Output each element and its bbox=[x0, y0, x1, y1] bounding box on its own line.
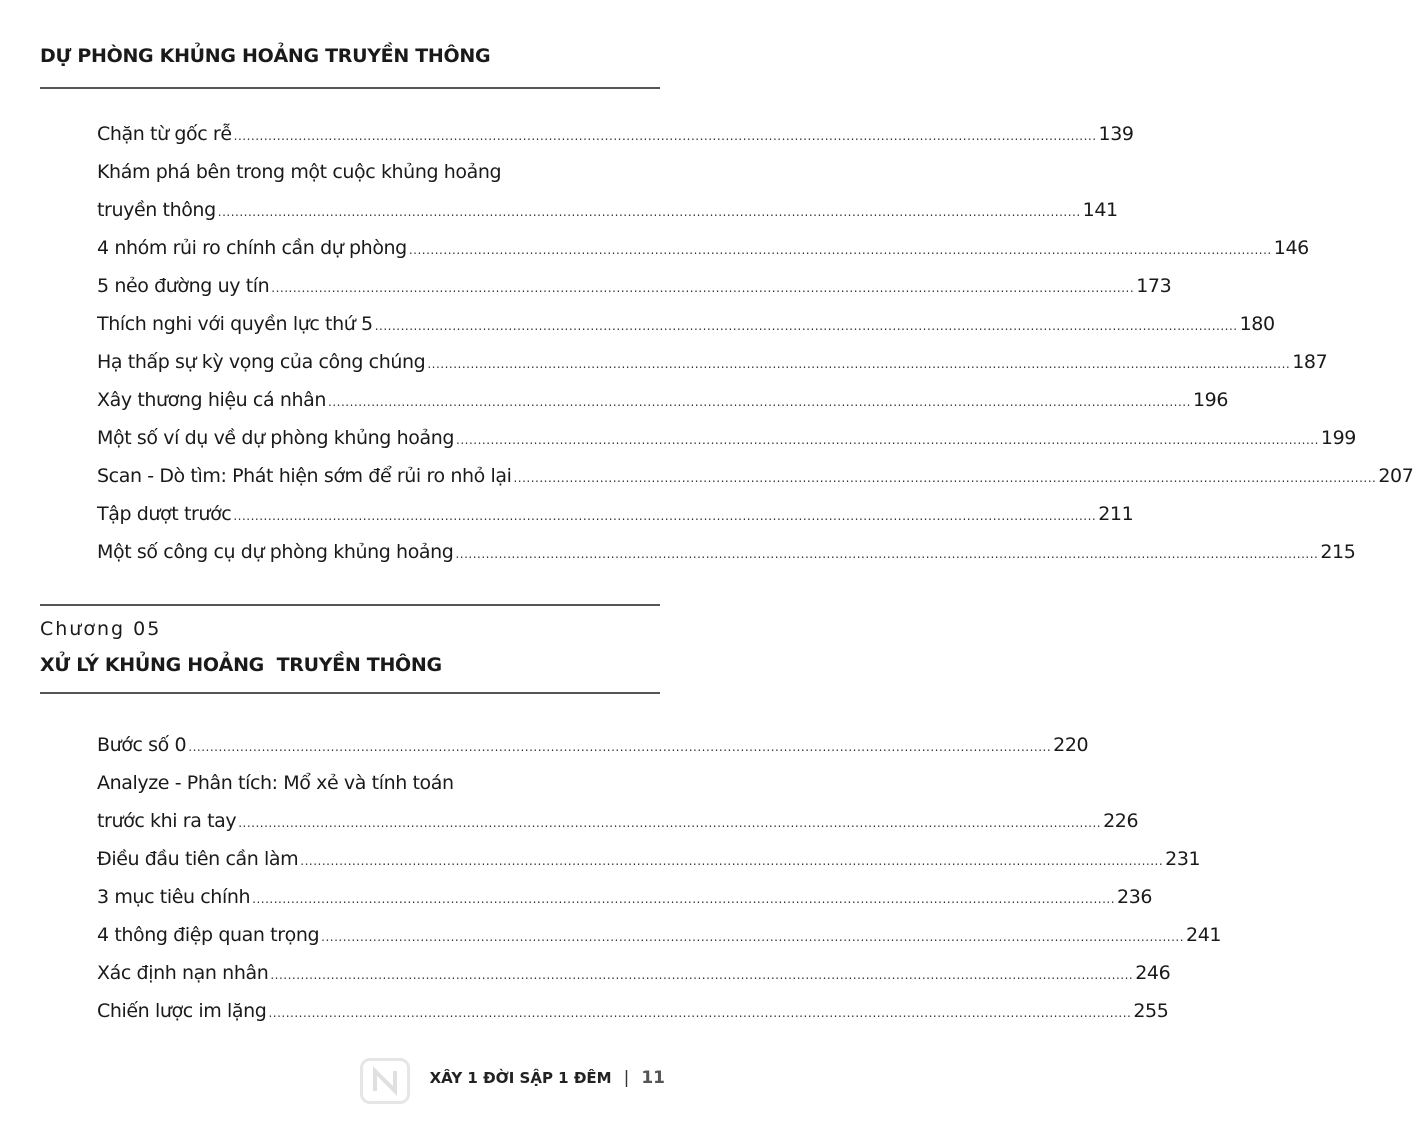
footer-separator: | bbox=[623, 1068, 630, 1088]
dot-leader: ........................................................................................................................................................................................................ bbox=[456, 433, 1319, 447]
toc-entry[interactable] bbox=[97, 796, 1139, 834]
toc-entry[interactable] bbox=[97, 451, 1413, 489]
toc-entry[interactable] bbox=[97, 185, 1118, 223]
dot-leader: ........................................................................................................................................................................................................ bbox=[188, 740, 1052, 754]
dot-leader: ........................................................................................................................................................................................................ bbox=[217, 205, 1081, 219]
toc-entry[interactable] bbox=[97, 299, 1275, 337]
book-title: XÂY 1 ĐỜI SẬP 1 ĐÊM bbox=[429, 1069, 612, 1087]
section-title: DỰ PHÒNG KHỦNG HOẢNG TRUYỀN THÔNG bbox=[40, 45, 491, 67]
toc-entry-title: Một số công cụ dự phòng khủng hoảng bbox=[97, 541, 454, 563]
toc-list-1 bbox=[97, 109, 1413, 565]
toc-entry[interactable] bbox=[97, 223, 1309, 261]
dot-leader: ........................................................................................................................................................................................................ bbox=[270, 968, 1134, 982]
toc-entry-title: 5 nẻo đường uy tín bbox=[97, 275, 270, 297]
toc-entry-title: 4 nhóm rủi ro chính cần dự phòng bbox=[97, 237, 407, 259]
toc-entry-title: Tập dượt trước bbox=[97, 503, 232, 525]
toc-entry-title: Chiến lược im lặng bbox=[97, 1000, 267, 1022]
toc-entry-title: Xác định nạn nhân bbox=[97, 962, 269, 984]
toc-entry[interactable] bbox=[97, 527, 1356, 565]
toc-entry-page: 215 bbox=[1320, 541, 1356, 563]
toc-entry-title: Thích nghi với quyền lực thứ 5 bbox=[97, 313, 373, 335]
toc-entry-title: truyền thông bbox=[97, 199, 216, 221]
toc-entry-page: 226 bbox=[1103, 810, 1139, 832]
toc-entry-page: 139 bbox=[1098, 123, 1134, 145]
toc-entry-title: Một số ví dụ về dự phòng khủng hoảng bbox=[97, 427, 455, 449]
toc-entry[interactable] bbox=[97, 948, 1171, 986]
dot-leader: ........................................................................................................................................................................................................ bbox=[252, 892, 1116, 906]
divider bbox=[40, 604, 660, 606]
toc-entry-page: 187 bbox=[1292, 351, 1328, 373]
toc-entry-page: 246 bbox=[1135, 962, 1171, 984]
toc-entry-page: 141 bbox=[1082, 199, 1118, 221]
toc-entry-page: 199 bbox=[1320, 427, 1356, 449]
toc-entry[interactable] bbox=[97, 986, 1169, 1024]
toc-entry[interactable] bbox=[97, 375, 1229, 413]
chapter-label: Chương 05 bbox=[40, 618, 162, 640]
toc-entry-title: 3 mục tiêu chính bbox=[97, 886, 251, 908]
toc-entry[interactable] bbox=[97, 261, 1172, 299]
toc-entry-title: Chặn từ gốc rễ bbox=[97, 123, 232, 145]
chapter-title: XỬ LÝ KHỦNG HOẢNG TRUYỀN THÔNG bbox=[40, 654, 442, 676]
toc-entry-title: 4 thông điệp quan trọng bbox=[97, 924, 320, 946]
dot-leader: ........................................................................................................................................................................................................ bbox=[427, 357, 1291, 371]
toc-entry-page: 220 bbox=[1053, 734, 1089, 756]
toc-entry[interactable] bbox=[97, 109, 1134, 147]
toc-entry-page: 207 bbox=[1378, 465, 1413, 487]
toc-entry-page: 173 bbox=[1136, 275, 1172, 297]
toc-entry-page: 211 bbox=[1098, 503, 1134, 525]
page-footer bbox=[360, 1058, 665, 1104]
toc-entry-title: Hạ thấp sự kỳ vọng của công chúng bbox=[97, 351, 426, 373]
toc-entry[interactable] bbox=[97, 834, 1201, 872]
dot-leader: ........................................................................................................................................................................................................ bbox=[233, 509, 1097, 523]
dot-leader: ........................................................................................................................................................................................................ bbox=[233, 129, 1097, 143]
divider bbox=[40, 692, 660, 694]
toc-entry-title: trước khi ra tay bbox=[97, 810, 237, 832]
toc-entry-page: 146 bbox=[1273, 237, 1309, 259]
toc-entry-page: 196 bbox=[1192, 389, 1229, 411]
toc-entry[interactable] bbox=[97, 489, 1134, 527]
dot-leader: ........................................................................................................................................................................................................ bbox=[238, 816, 1102, 830]
toc-entry[interactable] bbox=[97, 910, 1222, 948]
dot-leader: ........................................................................................................................................................................................................ bbox=[374, 319, 1238, 333]
toc-entry-page: 241 bbox=[1186, 924, 1222, 946]
dot-leader: ........................................................................................................................................................................................................ bbox=[408, 243, 1272, 257]
toc-entry-title: Scan - Dò tìm: Phát hiện sớm để rủi ro nhỏ lại bbox=[97, 465, 512, 487]
dot-leader: ........................................................................................................................................................................................................ bbox=[455, 547, 1319, 561]
toc-entry[interactable] bbox=[97, 413, 1356, 451]
dot-leader: ........................................................................................................................................................................................................ bbox=[321, 930, 1185, 944]
toc-entry-line: Khám phá bên trong một cuộc khủng hoảng bbox=[97, 161, 502, 183]
toc-entry[interactable] bbox=[97, 720, 1089, 758]
toc-list-2 bbox=[97, 720, 1222, 1024]
toc-entry-page: 180 bbox=[1239, 313, 1275, 335]
dot-leader: ........................................................................................................................................................................................................ bbox=[328, 395, 1191, 409]
toc-entry-title: Điều đầu tiên cần làm bbox=[97, 848, 299, 870]
toc-entry-line: Analyze - Phân tích: Mổ xẻ và tính toán bbox=[97, 772, 454, 794]
dot-leader: ........................................................................................................................................................................................................ bbox=[271, 281, 1135, 295]
toc-entry-page: 255 bbox=[1133, 1000, 1169, 1022]
page-number: 11 bbox=[641, 1068, 665, 1088]
toc-entry-page: 236 bbox=[1117, 886, 1153, 908]
toc-entry-title: Xây thương hiệu cá nhân bbox=[97, 389, 327, 411]
toc-entry[interactable] bbox=[97, 872, 1153, 910]
toc-entry[interactable] bbox=[97, 337, 1328, 375]
toc-entry-page: 231 bbox=[1165, 848, 1201, 870]
divider bbox=[40, 87, 660, 89]
toc-entry-title: Bước số 0 bbox=[97, 734, 187, 756]
watermark-logo-icon bbox=[360, 1058, 410, 1104]
dot-leader: ........................................................................................................................................................................................................ bbox=[300, 854, 1164, 868]
dot-leader: ........................................................................................................................................................................................................ bbox=[513, 471, 1377, 485]
dot-leader: ........................................................................................................................................................................................................ bbox=[268, 1006, 1132, 1020]
